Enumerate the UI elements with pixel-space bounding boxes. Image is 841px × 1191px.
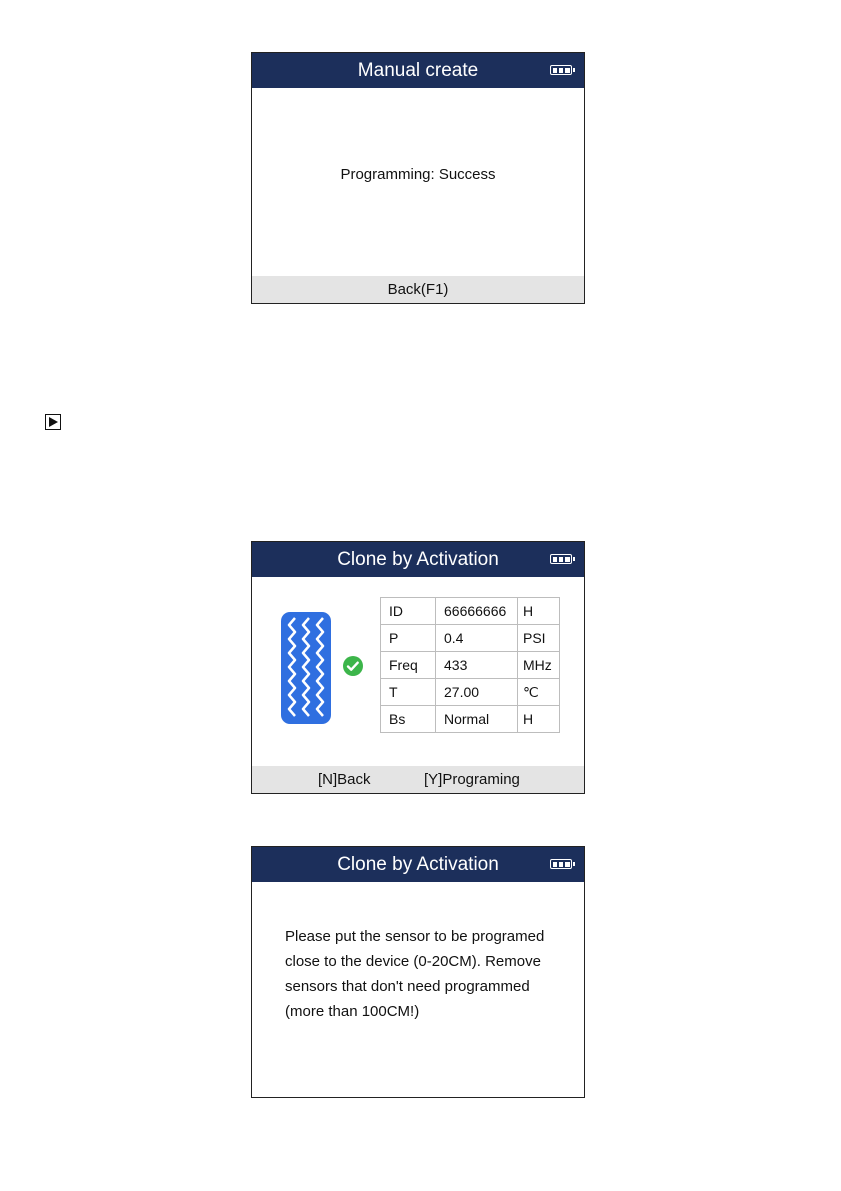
screen-title: Manual create — [357, 60, 479, 81]
title-bar — [252, 53, 584, 88]
instruction-line: (more than 100CM!) — [285, 1003, 420, 1020]
table-cell-label: Bs — [381, 706, 436, 733]
table-cell-value: 66666666 — [436, 598, 518, 625]
table-row — [381, 679, 560, 706]
manual-create-screen — [251, 52, 585, 304]
table-cell-label: Freq — [381, 652, 436, 679]
clone-instructions-screen — [251, 846, 585, 1098]
clone-by-activation-screen — [251, 541, 585, 794]
table-row — [381, 625, 560, 652]
title-bar — [252, 847, 584, 882]
screen-title: Clone by Activation — [337, 854, 499, 875]
battery-icon — [550, 65, 572, 75]
tire-icon — [281, 612, 331, 724]
table-cell-value: Normal — [436, 706, 518, 733]
table-cell-value: 433 — [436, 652, 518, 679]
play-arrow-icon — [45, 414, 61, 430]
table-row — [381, 598, 560, 625]
table-cell-value: 0.4 — [436, 625, 518, 652]
table-cell-unit: H — [518, 706, 560, 733]
battery-icon — [550, 554, 572, 564]
table-cell-unit: MHz — [518, 652, 560, 679]
table-cell-unit: PSI — [518, 625, 560, 652]
table-cell-unit: ℃ — [518, 679, 560, 706]
screen-title: Clone by Activation — [337, 549, 499, 570]
instruction-line: sensors that don't need programmed — [285, 978, 530, 995]
table-row — [381, 652, 560, 679]
instruction-line: close to the device (0-20CM). Remove — [285, 953, 541, 970]
check-circle-icon — [343, 656, 363, 676]
sensor-info-table — [380, 597, 560, 733]
status-message: Programming: Success — [340, 166, 496, 183]
back-button[interactable]: [N]Back — [318, 771, 371, 788]
instruction-text — [285, 924, 544, 1024]
table-cell-unit: H — [518, 598, 560, 625]
battery-icon — [550, 859, 572, 869]
table-cell-label: T — [381, 679, 436, 706]
table-row — [381, 706, 560, 733]
table-cell-value: 27.00 — [436, 679, 518, 706]
title-bar — [252, 542, 584, 577]
back-button[interactable]: Back(F1) — [252, 276, 584, 303]
programming-button[interactable]: [Y]Programing — [424, 771, 520, 788]
table-cell-label: ID — [381, 598, 436, 625]
table-cell-label: P — [381, 625, 436, 652]
footer-bar — [252, 766, 584, 793]
instruction-line: Please put the sensor to be programed — [285, 928, 545, 945]
